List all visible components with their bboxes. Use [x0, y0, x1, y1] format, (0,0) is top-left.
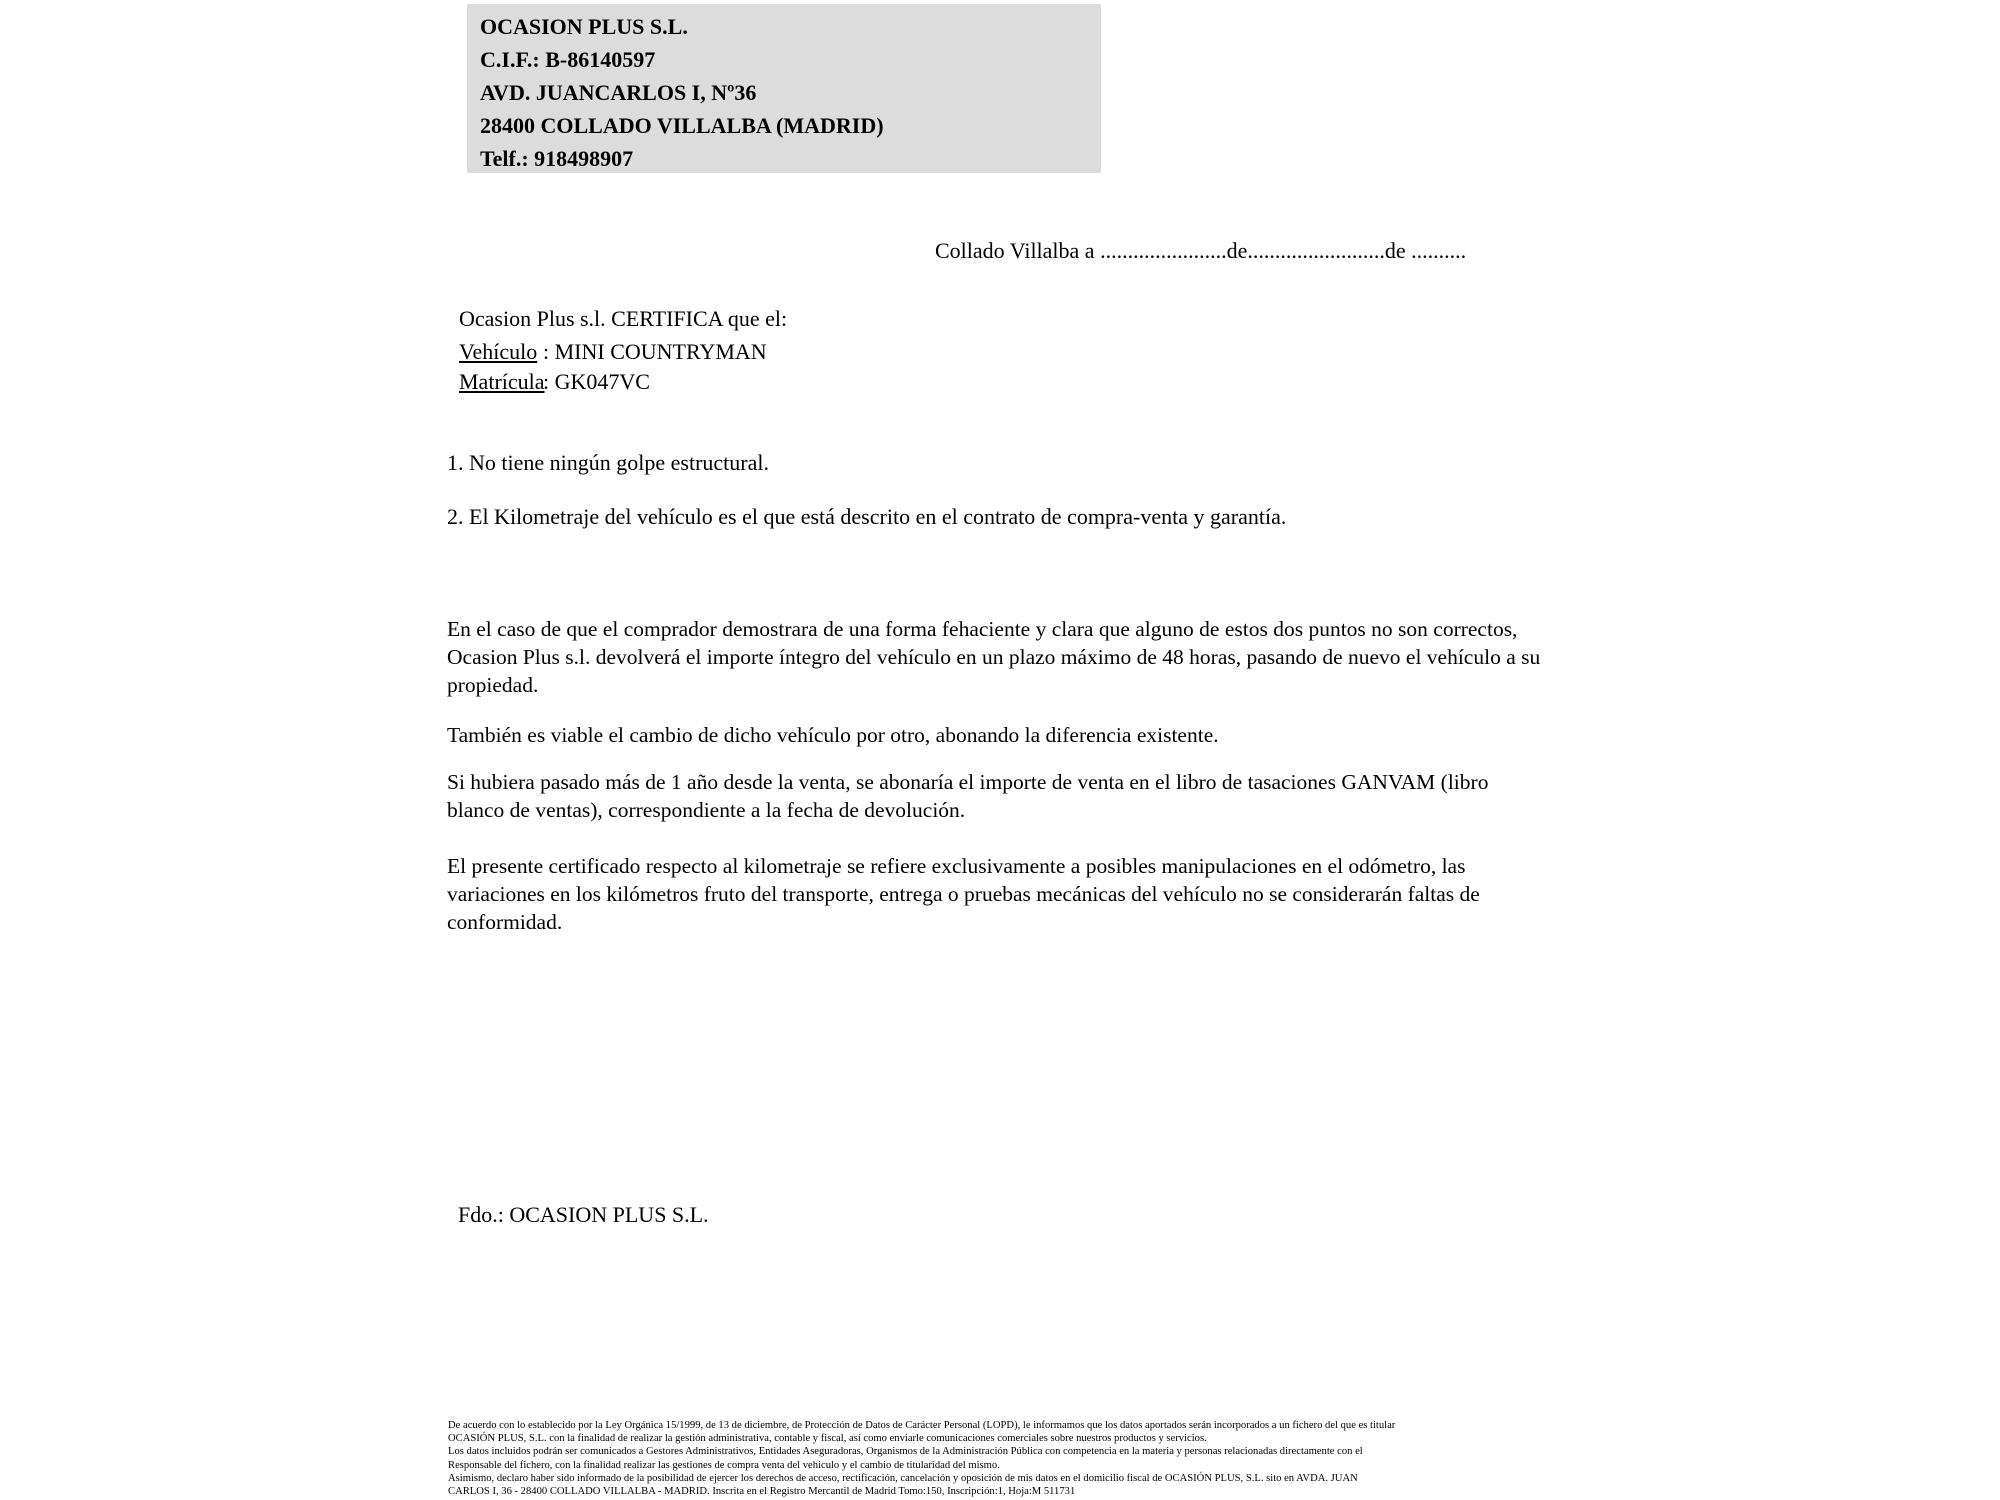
ganvam-paragraph: Si hubiera pasado más de 1 año desde la venta, se abonaría el importe de venta en el libro de tasaciones GANVAM (libro blanco de ventas), correspondiente a la fecha de devolución.	[447, 770, 1489, 822]
refund-paragraph: En el caso de que el comprador demostrara de una forma fehaciente y clara que alguno de estos dos puntos no son correctos, Ocasion Plus s.l. devolverá el importe íntegro del vehículo en un plazo máximo de 48 horas, pasando de nuevo el vehículo a su propiedad.	[447, 617, 1541, 697]
legal-line: OCASIÓN PLUS, S.L. con la finalidad de realizar la gestión administrativa, contable y fiscal, así como enviarle comunicaciones comerciales sobre nuestros productos y servicios.	[448, 1433, 1207, 1445]
exchange-paragraph: También es viable el cambio de dicho vehículo por otro, abonando la diferencia existente.	[447, 723, 1219, 747]
plate-value: : GK047VC	[543, 369, 650, 394]
vehicle-label: Vehículo	[459, 339, 538, 364]
legal-line: De acuerdo con lo establecido por la Ley Orgánica 15/1999, de 13 de diciembre, de Protección de Datos de Carácter Personal (LOPD), le informamos que los datos aportados serán incorporados a un fichero del que es titular	[448, 1420, 1396, 1431]
vehicle-field-row	[459, 339, 767, 365]
signature-line: Fdo.: OCASION PLUS S.L.	[458, 1202, 709, 1227]
company-name: OCASION PLUS S.L.	[480, 14, 688, 39]
legal-line: Responsable del fichero, con la finalidad realizar las gestiones de compra venta del vehiculo y el cambio de titularidad del mismo.	[448, 1459, 1000, 1471]
plate-label: Matrícula	[459, 369, 545, 394]
condition-item-2: 2. El Kilometraje del vehículo es el que está descrito en el contrato de compra-venta y garantía.	[447, 504, 1287, 529]
vehicle-value: : MINI COUNTRYMAN	[543, 339, 767, 364]
company-cif: C.I.F.: B-86140597	[480, 47, 656, 72]
legal-line: Asimismo, declaro haber sido informado de la posibilidad de ejercer los derechos de acceso, rectificación, cancelación y oposición de mis datos en el domicilio fiscal de OCASIÓN PLUS, S.L. sito en AVDA. JUAN	[448, 1472, 1358, 1484]
legal-disclaimer	[448, 1419, 1568, 1498]
company-address: AVD. JUANCARLOS I, Nº36	[480, 80, 757, 105]
certify-statement: Ocasion Plus s.l. CERTIFICA que el:	[459, 306, 788, 331]
condition-item-1: 1. No tiene ningún golpe estructural.	[447, 450, 769, 475]
odometer-paragraph: El presente certificado respecto al kilometraje se refiere exclusivamente a posibles manipulaciones en el odómetro, las variaciones en los kilómetros fruto del transporte, entrega o pruebas mecánicas del vehículo no se considerarán faltas de conformidad.	[447, 854, 1480, 934]
legal-line: Los datos incluidos podrán ser comunicados a Gestores Administrativos, Entidades Aseguradoras, Organismos de la Administración Pública con competencia en la materia y personas relacionadas directamente con el	[448, 1446, 1363, 1458]
plate-field-row	[459, 369, 650, 395]
company-city: 28400 COLLADO VILLALBA (MADRID)	[480, 113, 884, 138]
company-header-box	[467, 4, 1101, 173]
company-phone: Telf.: 918498907	[480, 146, 634, 171]
date-fill-in-line: Collado Villalba a .......................de.........................de ..........	[935, 238, 1467, 263]
legal-line: CARLOS I, 36 - 28400 COLLADO VILLALBA - MADRID. Inscrita en el Registro Mercantil de Madrid Tomo:150, Inscripción:1, Hoja:M 511731	[448, 1486, 1076, 1498]
